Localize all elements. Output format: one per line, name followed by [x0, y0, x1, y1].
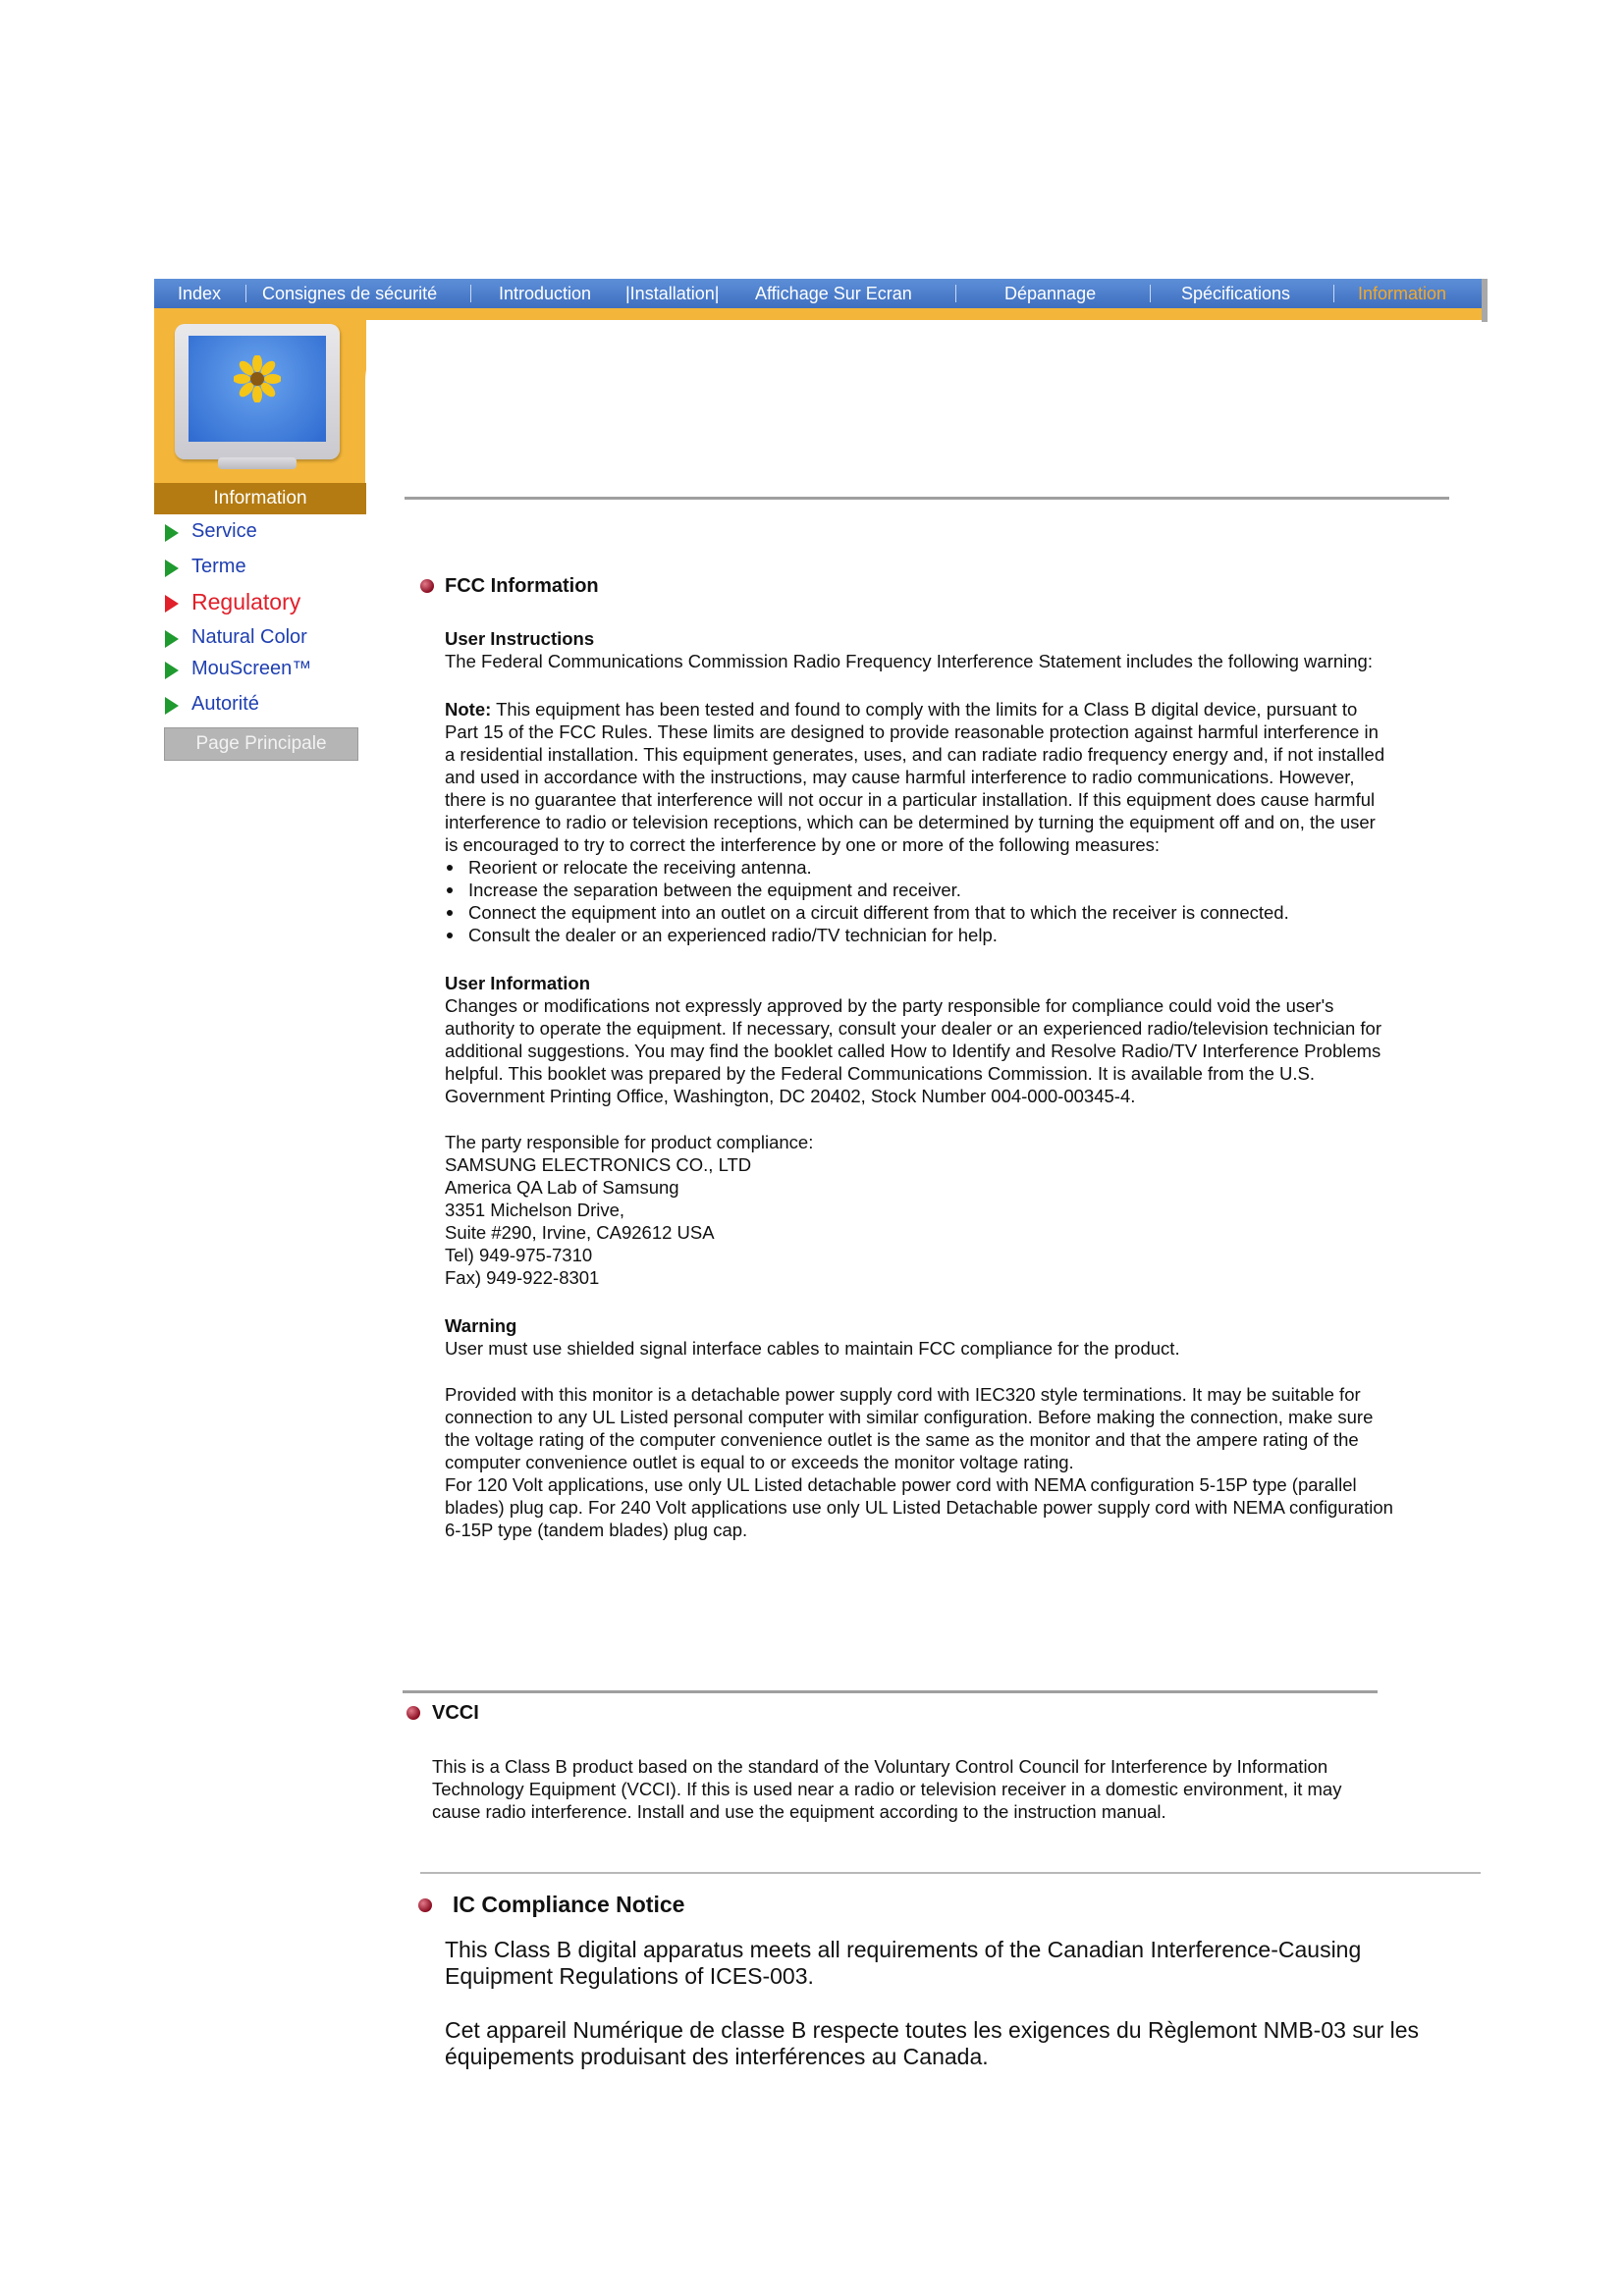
- fcc-body: [445, 627, 1393, 1541]
- user-information-text: Changes or modifications not expressly approved by the party responsible for compliance could void the user's authority to operate the equipment. If necessary, consult your dealer or an experienced radio/television technician for additional suggestions. You may find the booklet called How to Identify and Resolve Radio/TV Interference Problems helpful. This booklet was prepared by the Federal Communications Commission. It is available from the U.S. Government Printing Office, Washington, DC 20402, Stock Number 004-000-00345-4.: [445, 995, 1381, 1106]
- party-line: The party responsible for product compliance:: [445, 1132, 814, 1152]
- list-item: Consult the dealer or an experienced radio/TV technician for help.: [445, 924, 1393, 946]
- power-cord-text: Provided with this monitor is a detachable power supply cord with IEC320 style terminations. It may be suitable for connection to any UL Listed personal computer with similar configuration. Before making the connection, make sure the voltage rating of the computer convenience outlet is the same as the monitor and that the ampere rating of the computer convenience outlet is equal to or exceeds the monitor voltage rating.: [445, 1384, 1374, 1472]
- warning-title: Warning: [445, 1315, 517, 1336]
- tab-installation[interactable]: |Installation|: [625, 284, 720, 303]
- monitor-screen: [189, 336, 326, 442]
- list-item: Increase the separation between the equipment and receiver.: [445, 879, 1393, 901]
- party-line: Fax) 949-922-8301: [445, 1267, 600, 1288]
- user-instructions-intro: The Federal Communications Commission Radio Frequency Interference Statement includes the following warning:: [445, 651, 1373, 671]
- bullet-icon: [406, 1706, 420, 1720]
- monitor-icon: [175, 324, 340, 459]
- tab-introduction[interactable]: Introduction: [499, 284, 592, 303]
- bullet-icon: [420, 579, 434, 593]
- ic-text-en: This Class B digital apparatus meets all requirements of the Canadian Interference-Causing Equipment Regulations of ICES-003.: [445, 1937, 1362, 1989]
- content-corner-curve: [365, 320, 500, 507]
- fcc-note: [445, 698, 1393, 856]
- triangle-right-icon: [165, 662, 179, 679]
- ic-heading: IC Compliance Notice: [453, 1892, 685, 1917]
- user-instructions-title: User Instructions: [445, 628, 595, 649]
- party-line: America QA Lab of Samsung: [445, 1177, 679, 1198]
- party-line: Tel) 949-975-7310: [445, 1245, 593, 1265]
- sidebar-item-label: Autorité: [191, 693, 259, 715]
- divider: [405, 497, 1449, 500]
- triangle-right-icon: [165, 560, 179, 577]
- vcci-text: This is a Class B product based on the standard of the Voluntary Control Council for Interference by Information Technology Equipment (VCCI). If this is used near a radio or television receiver in a domestic environment, it may cause radio interference. Install and use the equipment according to the instruction manual.: [432, 1756, 1342, 1822]
- user-information-title: User Information: [445, 973, 591, 993]
- nav-separator: [1333, 285, 1334, 302]
- section-label: Information: [154, 483, 366, 514]
- fcc-heading: FCC Information: [445, 575, 599, 597]
- tab-troubleshooting[interactable]: Dépannage: [1004, 284, 1097, 303]
- sidebar-item-label: Service: [191, 520, 257, 542]
- divider: [403, 1690, 1378, 1693]
- list-item: Connect the equipment into an outlet on a circuit different from that to which the receiver is connected.: [445, 901, 1393, 924]
- bullet-icon: [418, 1898, 432, 1912]
- divider: [420, 1872, 1481, 1874]
- sidebar-item-label: Terme: [191, 556, 246, 577]
- note-text: This equipment has been tested and found to comply with the limits for a Class B digital device, pursuant to Part 15 of the FCC Rules. These limits are designed to provide reasonable protection against harmful interference in a residential installation. This equipment generates, uses, and can radiate radio frequency energy and, if not installed and used in accordance with the instructions, may cause harmful interference to radio communications. However, there is no guarantee that interference will not occur in a particular installation. If this equipment does cause harmful interference to radio or television receptions, which can be determined by turning the equipment off and on, the user is encouraged to try to correct the interference by one or more of the following measures:: [445, 699, 1385, 855]
- list-item: Reorient or relocate the receiving antenna.: [445, 856, 1393, 879]
- tab-safety[interactable]: Consignes de sécurité: [262, 284, 438, 303]
- nav-separator: [1150, 285, 1151, 302]
- ic-text-fr: Cet appareil Numérique de classe B respecte toutes les exigences du Règlemont NMB-03 sur les équipements produisant des interférences au Canada.: [445, 2017, 1420, 2069]
- tab-index[interactable]: Index: [178, 284, 222, 303]
- monitor-stand: [218, 457, 297, 469]
- note-label: Note:: [445, 699, 492, 720]
- triangle-right-icon: [165, 630, 179, 648]
- nav-separator: [955, 285, 956, 302]
- home-page-button[interactable]: Page Principale: [164, 727, 358, 761]
- nav-endcap: [1482, 279, 1488, 322]
- party-line: 3351 Michelson Drive,: [445, 1200, 625, 1220]
- power-cord-text: For 120 Volt applications, use only UL Listed detachable power cord with NEMA configuration 5-15P type (parallel blades) plug cap. For 240 Volt applications use only UL Listed Detachable power supply cord with NEMA configuration 6-15P type (tandem blades) plug cap.: [445, 1474, 1393, 1540]
- sidebar-item-label: Natural Color: [191, 626, 307, 648]
- tab-information[interactable]: Information: [1358, 284, 1447, 303]
- triangle-right-icon: [165, 524, 179, 542]
- triangle-right-icon: [165, 595, 179, 613]
- party-line: Suite #290, Irvine, CA92612 USA: [445, 1222, 715, 1243]
- sidebar-item-label: MouScreen™: [191, 658, 312, 679]
- sunflower-icon: [234, 355, 281, 402]
- tab-osd[interactable]: Affichage Sur Ecran: [755, 284, 912, 303]
- triangle-right-icon: [165, 697, 179, 715]
- top-navigation-bar: [154, 279, 1482, 309]
- warning-text: User must use shielded signal interface cables to maintain FCC compliance for the product.: [445, 1338, 1180, 1359]
- sidebar-item-label: Regulatory: [191, 589, 301, 614]
- nav-separator: [470, 285, 471, 302]
- nav-separator: [245, 285, 246, 302]
- party-line: SAMSUNG ELECTRONICS CO., LTD: [445, 1154, 752, 1175]
- tab-specifications[interactable]: Spécifications: [1181, 284, 1291, 303]
- vcci-heading: VCCI: [432, 1702, 479, 1724]
